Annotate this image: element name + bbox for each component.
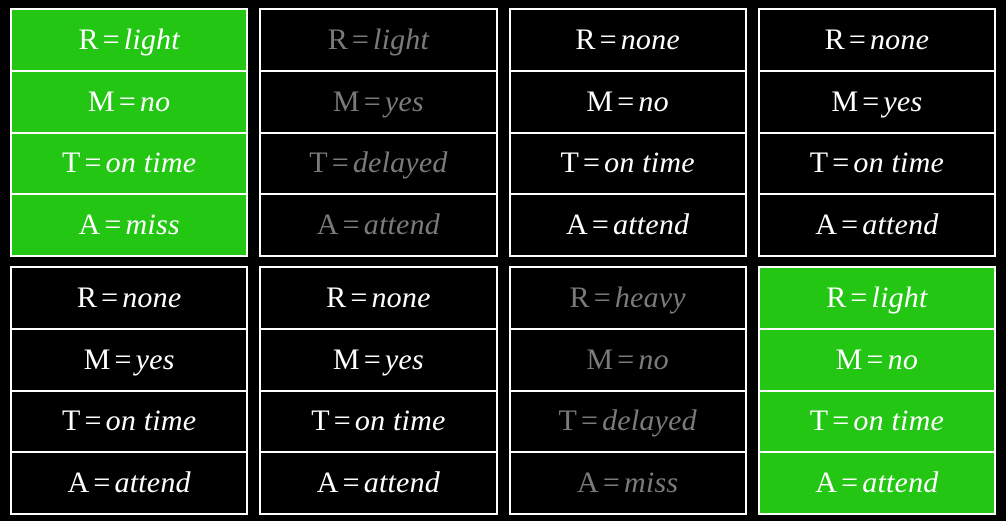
- assignment-row: [12, 10, 246, 72]
- assignment-text: [83, 342, 175, 376]
- variable-value: attend: [613, 208, 690, 242]
- equals-sign: =: [841, 466, 859, 500]
- assignment-row: [12, 453, 246, 513]
- equals-sign: =: [331, 146, 349, 180]
- variable-value: delayed: [602, 404, 697, 438]
- assignment-text: [87, 84, 171, 118]
- assignment-text: [62, 148, 196, 178]
- assignment-row: [760, 453, 994, 513]
- assignment-text: [831, 84, 923, 118]
- variable-value: miss: [125, 208, 180, 242]
- assignment-text: [68, 468, 191, 498]
- variable-value: no: [887, 342, 919, 376]
- assignment-text: [575, 22, 680, 56]
- equals-sign: =: [363, 84, 381, 118]
- assignment-row: [760, 268, 994, 330]
- equals-sign: =: [866, 342, 884, 376]
- assignment-text: [586, 342, 669, 376]
- assignment-row: [511, 392, 745, 454]
- variable-value: on time: [604, 146, 695, 180]
- variable-key: R: [76, 280, 98, 314]
- equals-sign: =: [599, 22, 617, 56]
- variable-key: M: [835, 342, 863, 376]
- variable-value: yes: [883, 84, 923, 118]
- variable-key: T: [62, 146, 81, 180]
- equals-sign: =: [832, 146, 850, 180]
- equals-sign: =: [583, 146, 601, 180]
- variable-key: R: [575, 22, 596, 56]
- assignment-row: [261, 134, 495, 196]
- variable-value: none: [869, 22, 930, 56]
- equals-sign: =: [104, 208, 122, 242]
- assignment-row: [261, 195, 495, 255]
- equals-sign: =: [114, 342, 132, 376]
- assignment-text: [566, 210, 689, 240]
- variable-value: attend: [862, 208, 939, 242]
- variable-key: A: [815, 208, 838, 242]
- assignment-row: [12, 195, 246, 255]
- assignment-text: [824, 22, 930, 56]
- variable-value: on time: [853, 146, 944, 180]
- assignment-text: [326, 280, 431, 314]
- assignment-row: [261, 392, 495, 454]
- assignment-text: [79, 210, 180, 240]
- assignment-text: [317, 468, 440, 498]
- assignment-row: [511, 268, 745, 330]
- variable-key: A: [577, 466, 599, 500]
- variable-key: M: [586, 342, 614, 376]
- assignment-text: [332, 342, 424, 376]
- assignment-text: [311, 406, 445, 436]
- variable-key: A: [566, 208, 588, 242]
- variable-value: on time: [354, 404, 446, 438]
- equals-sign: =: [832, 404, 850, 438]
- variable-value: attend: [114, 466, 191, 500]
- variable-key: M: [831, 84, 859, 118]
- equals-sign: =: [342, 466, 360, 500]
- assignment-row: [511, 195, 745, 255]
- variable-key: R: [826, 280, 847, 314]
- assignment-row: [12, 392, 246, 454]
- assignment-row: [511, 72, 745, 134]
- assignment-card: [758, 266, 996, 515]
- variable-value: on time: [853, 404, 944, 438]
- variable-key: A: [815, 466, 838, 500]
- assignment-card: [509, 8, 747, 257]
- variable-value: yes: [384, 84, 424, 118]
- assignment-text: [76, 280, 182, 314]
- assignment-row: [261, 453, 495, 513]
- variable-value: yes: [384, 342, 424, 376]
- variable-value: attend: [862, 466, 939, 500]
- variable-value: heavy: [614, 280, 686, 314]
- variable-value: delayed: [352, 146, 448, 180]
- equals-sign: =: [602, 466, 621, 500]
- variable-key: M: [332, 84, 360, 118]
- variable-value: none: [620, 22, 680, 56]
- assignment-text: [826, 280, 928, 314]
- variable-value: no: [139, 84, 171, 118]
- assignment-row: [760, 72, 994, 134]
- variable-key: A: [316, 208, 339, 242]
- variable-key: R: [569, 280, 590, 314]
- variable-value: light: [123, 22, 180, 56]
- assignment-row: [261, 10, 495, 72]
- assignment-card: [259, 266, 497, 515]
- equals-sign: =: [580, 404, 599, 438]
- variable-key: M: [83, 342, 111, 376]
- assignment-text: [327, 22, 430, 56]
- equals-sign: =: [102, 22, 120, 56]
- assignment-card: [509, 266, 747, 515]
- equals-sign: =: [617, 84, 635, 118]
- equals-sign: =: [333, 404, 351, 438]
- equals-sign: =: [363, 342, 381, 376]
- variable-key: R: [78, 22, 99, 56]
- assignment-text: [332, 84, 424, 118]
- variable-value: attend: [363, 466, 440, 500]
- equals-sign: =: [93, 466, 111, 500]
- assignment-text: [810, 406, 944, 436]
- equals-sign: =: [342, 208, 360, 242]
- equals-sign: =: [848, 22, 866, 56]
- variable-value: light: [871, 280, 928, 314]
- variable-value: attend: [363, 208, 440, 242]
- equals-sign: =: [84, 404, 102, 438]
- variable-key: M: [332, 342, 360, 376]
- equals-sign: =: [84, 146, 102, 180]
- assignment-row: [12, 330, 246, 392]
- variable-value: none: [122, 280, 182, 314]
- variable-value: no: [638, 84, 669, 118]
- assignment-row: [760, 330, 994, 392]
- assignment-row: [12, 72, 246, 134]
- equals-sign: =: [350, 280, 368, 314]
- assignment-text: [317, 210, 440, 240]
- equals-sign: =: [593, 280, 611, 314]
- assignment-row: [760, 10, 994, 72]
- assignment-row: [511, 10, 745, 72]
- variable-key: T: [558, 404, 577, 438]
- equals-sign: =: [862, 84, 880, 118]
- assignment-text: [586, 84, 669, 118]
- assignment-text: [569, 280, 686, 314]
- assignment-row: [12, 268, 246, 330]
- variable-key: A: [78, 208, 101, 242]
- assignment-row: [760, 134, 994, 196]
- assignment-row: [12, 134, 246, 196]
- equals-sign: =: [841, 208, 859, 242]
- assignment-text: [561, 148, 695, 178]
- assignment-text: [577, 468, 678, 498]
- assignment-card: [259, 8, 497, 257]
- variable-key: T: [809, 146, 829, 180]
- variable-value: light: [373, 22, 430, 56]
- assignment-text: [835, 342, 919, 376]
- assignment-card: [10, 8, 248, 257]
- variable-key: A: [67, 466, 90, 500]
- variable-value: miss: [624, 466, 679, 500]
- variable-key: R: [326, 280, 347, 314]
- equals-sign: =: [351, 22, 370, 56]
- assignment-text: [810, 148, 944, 178]
- variable-key: T: [62, 404, 81, 438]
- assignment-row: [261, 268, 495, 330]
- variable-key: T: [311, 404, 330, 438]
- assignment-row: [760, 392, 994, 454]
- assignment-text: [558, 406, 696, 436]
- equals-sign: =: [101, 280, 119, 314]
- assignment-text: [62, 406, 196, 436]
- assignment-row: [261, 72, 495, 134]
- assignment-row: [511, 134, 745, 196]
- assignment-row: [760, 195, 994, 255]
- variable-key: T: [560, 146, 580, 180]
- assignment-row: [511, 330, 745, 392]
- assignment-card: [758, 8, 996, 257]
- variable-value: none: [371, 280, 431, 314]
- assignment-card: [10, 266, 248, 515]
- equals-sign: =: [617, 342, 635, 376]
- equals-sign: =: [850, 280, 868, 314]
- assignment-text: [815, 468, 938, 498]
- variable-key: T: [309, 146, 328, 180]
- assignment-text: [309, 148, 447, 178]
- assignment-row: [261, 330, 495, 392]
- equals-sign: =: [118, 84, 136, 118]
- variable-key: A: [316, 466, 339, 500]
- variable-key: R: [824, 22, 845, 56]
- variable-value: no: [638, 342, 669, 376]
- variable-key: T: [809, 404, 829, 438]
- assignment-text: [815, 210, 938, 240]
- variable-value: on time: [105, 146, 197, 180]
- variable-key: R: [327, 22, 348, 56]
- assignment-text: [78, 22, 180, 56]
- assignment-row: [511, 453, 745, 513]
- variable-value: on time: [105, 404, 197, 438]
- variable-key: M: [87, 84, 115, 118]
- equals-sign: =: [591, 208, 610, 242]
- variable-value: yes: [135, 342, 175, 376]
- variable-key: M: [586, 84, 614, 118]
